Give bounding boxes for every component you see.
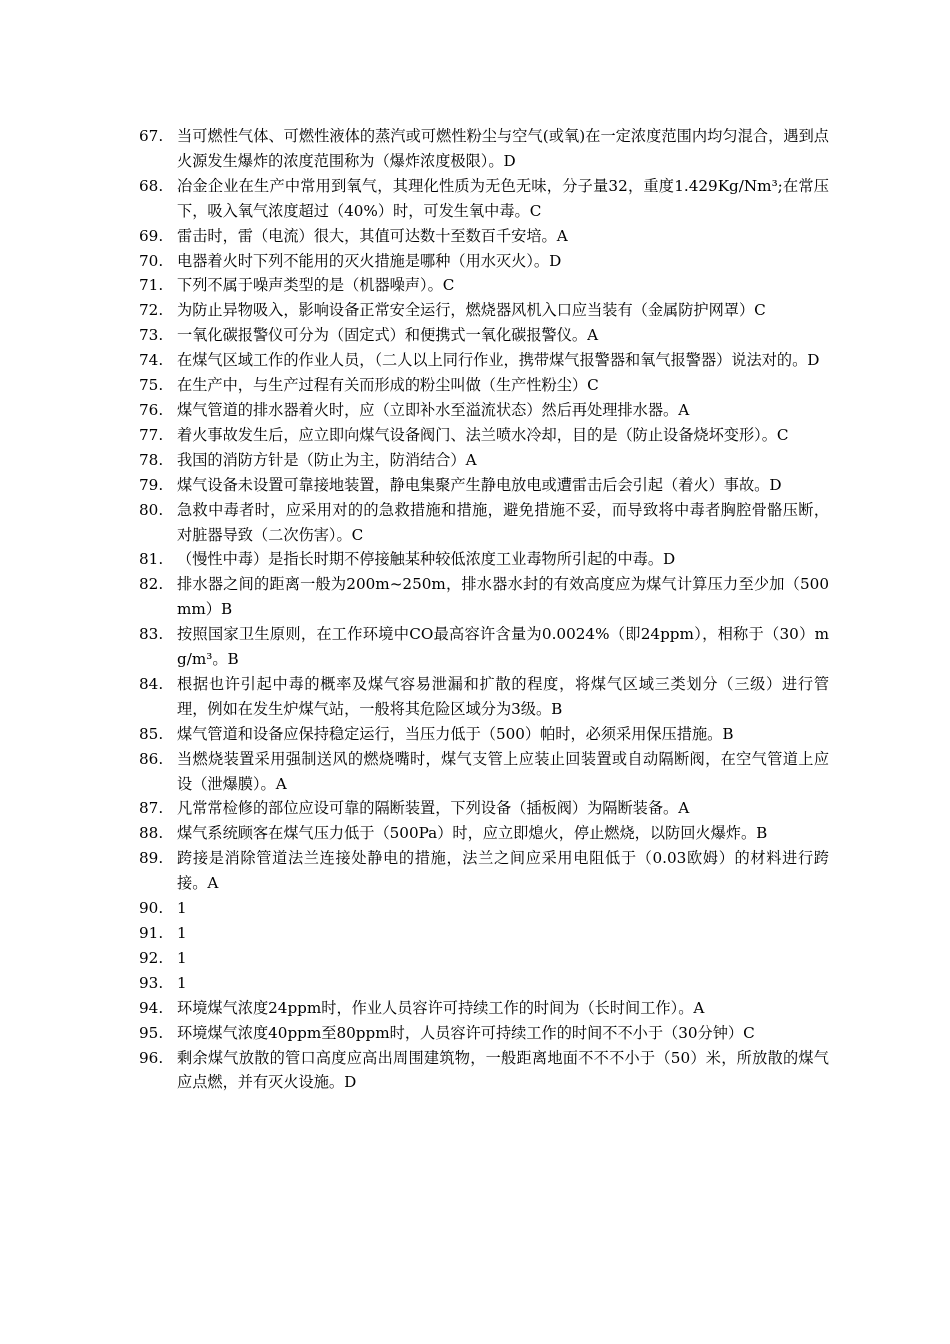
question-text: 环境煤气浓度40ppm至80ppm时，人员容许可持续工作的时间不不小于（30分钟）C: [177, 1023, 755, 1042]
question-number: 67.: [139, 127, 164, 145]
question-number: 95.: [139, 1023, 164, 1042]
question-number: 89.: [139, 849, 164, 868]
question-text: 在煤气区域工作的作业人员，（二人以上同行作业，携带煤气报警器和氧气报警器）说法对的。D: [177, 351, 820, 370]
question-number: 87.: [139, 799, 164, 818]
question-text: 1: [177, 973, 187, 992]
question-text: 环境煤气浓度24ppm时，作业人员容许可持续工作的时间为（长时间工作）。A: [177, 998, 705, 1017]
question-text: 1: [177, 924, 187, 942]
question-text: 煤气设备未设置可靠接地装置，静电集聚产生静电放电或遭雷击后会引起（着火）事故。D: [177, 475, 782, 494]
question-item: [139, 498, 829, 548]
question-text: 电器着火时下列不能用的灭火措施是哪种（用水灭火）。D: [177, 251, 562, 270]
question-text: 一氧化碳报警仪可分为（固定式）和便携式一氧化碳报警仪。A: [177, 326, 599, 345]
question-number: 86.: [139, 749, 164, 768]
question-item: [139, 473, 829, 498]
question-number: 70.: [139, 251, 164, 270]
question-item: [139, 821, 829, 846]
question-text: 雷击时，雷（电流）很大，其值可达数十至数百千安培。A: [177, 226, 568, 245]
question-number: 96.: [139, 1048, 164, 1067]
question-text: 为防止异物吸入，影响设备正常安全运行，燃烧器风机入口应当装有（金属防护网罩）C: [177, 301, 766, 320]
question-item: [139, 796, 829, 821]
question-item: [139, 547, 829, 572]
question-number: 94.: [139, 998, 164, 1017]
question-number: 71.: [139, 276, 164, 295]
question-number: 79.: [139, 475, 164, 494]
question-item: [139, 722, 829, 747]
question-text: 冶金企业在生产中常用到氧气，其理化性质为无色无味，分子量32，重度1.429Kg/Nm³;在常压下，吸入氧气浓度超过（40%）时，可发生氧中毒。C: [177, 176, 829, 220]
question-text: 1: [177, 948, 187, 967]
question-number: 72.: [139, 301, 164, 320]
question-text: 根据也许引起中毒的概率及煤气容易泄漏和扩散的程度，将煤气区域三类划分（三级）进行管理，例如在发生炉煤气站，一般将其危险区域分为3级。B: [177, 674, 829, 718]
question-text: 凡常常检修的部位应设可靠的隔断装置，下列设备（插板阀）为隔断装备。A: [177, 799, 690, 818]
question-item: [139, 373, 829, 398]
question-text: 煤气管道和设备应保持稳定运行，当压力低于（500）帕时，必须采用保压措施。B: [177, 724, 734, 743]
question-number: 76.: [139, 400, 164, 419]
question-item: [139, 1021, 829, 1046]
question-number: 73.: [139, 326, 164, 345]
question-item: [139, 846, 829, 896]
question-text: 下列不属于噪声类型的是（机器噪声）。C: [177, 276, 455, 295]
question-item: [139, 273, 829, 298]
question-item: [139, 622, 829, 672]
question-item: [139, 921, 829, 946]
question-number: 81.: [139, 550, 164, 569]
question-number: 78.: [139, 450, 164, 469]
question-item: [139, 971, 829, 996]
question-item: [139, 572, 829, 622]
question-number: 83.: [139, 625, 164, 644]
question-text: 着火事故发生后，应立即向煤气设备阀门、法兰喷水冷却，目的是（防止设备烧坏变形）。C: [177, 425, 789, 444]
question-text: 排水器之间的距离一般为200m~250m，排水器水封的有效高度应为煤气计算压力至少加（500mm）B: [177, 575, 829, 619]
question-number: 82.: [139, 575, 164, 594]
question-text: 我国的消防方针是（防止为主，防消结合）A: [177, 450, 477, 469]
question-number: 68.: [139, 176, 164, 195]
question-item: [139, 174, 829, 224]
question-number: 88.: [139, 824, 164, 843]
question-number: 92.: [139, 948, 164, 967]
question-item: [139, 323, 829, 348]
question-number: 77.: [139, 425, 164, 444]
question-text: 在生产中，与生产过程有关而形成的粉尘叫做（生产性粉尘）C: [177, 376, 599, 395]
question-text: （慢性中毒）是指长时期不停接触某种较低浓度工业毒物所引起的中毒。D: [177, 550, 676, 569]
question-item: [139, 896, 829, 921]
question-item: [139, 348, 829, 373]
question-number: 90.: [139, 899, 164, 918]
question-number: 91.: [139, 924, 164, 942]
question-text: 按照国家卫生原则，在工作环境中CO最高容许含量为0.0024%（即24ppm），相称于（30）mg/m³。B: [177, 625, 829, 669]
question-number: 85.: [139, 724, 164, 743]
question-item: [139, 747, 829, 797]
question-item: [139, 423, 829, 448]
question-text: 跨接是消除管道法兰连接处静电的措施，法兰之间应采用电阻低于（0.03欧姆）的材料进行跨接。A: [177, 849, 829, 893]
question-item: [139, 1046, 829, 1096]
question-list: [139, 124, 829, 1095]
question-item: [139, 996, 829, 1021]
question-item: [139, 448, 829, 473]
question-text: 当可燃性气体、可燃性液体的蒸汽或可燃性粉尘与空气(或氧)在一定浓度范围内均匀混合，遇到点火源发生爆炸的浓度范围称为（爆炸浓度极限）。D: [177, 127, 829, 170]
question-item: [139, 249, 829, 274]
question-item: [139, 946, 829, 971]
question-number: 74.: [139, 351, 164, 370]
question-item: [139, 398, 829, 423]
question-text: 剩余煤气放散的管口高度应高出周围建筑物，一般距离地面不不不小于（50）米，所放散的煤气应点燃，并有灭火设施。D: [177, 1048, 829, 1092]
question-number: 80.: [139, 500, 164, 519]
question-text: 当燃烧装置采用强制送风的燃烧嘴时，煤气支管上应装止回装置或自动隔断阀，在空气管道上应设（泄爆膜）。A: [177, 749, 829, 793]
question-number: 84.: [139, 674, 164, 693]
question-number: 93.: [139, 973, 164, 992]
question-number: 69.: [139, 226, 164, 245]
question-text: 1: [177, 899, 187, 918]
question-text: 煤气系统顾客在煤气压力低于（500Pa）时，应立即熄火，停止燃烧，以防回火爆炸。B: [177, 824, 768, 843]
question-text: 急救中毒者时，应采用对的的急救措施和措施，避免措施不妥，而导致将中毒者胸腔骨骼压断，对脏器导致（二次伤害）。C: [177, 500, 829, 544]
question-item: [139, 298, 829, 323]
question-number: 75.: [139, 376, 164, 395]
question-item: [139, 672, 829, 722]
question-item: [139, 124, 829, 174]
question-text: 煤气管道的排水器着火时，应（立即补水至溢流状态）然后再处理排水器。A: [177, 400, 690, 419]
question-item: [139, 224, 829, 249]
